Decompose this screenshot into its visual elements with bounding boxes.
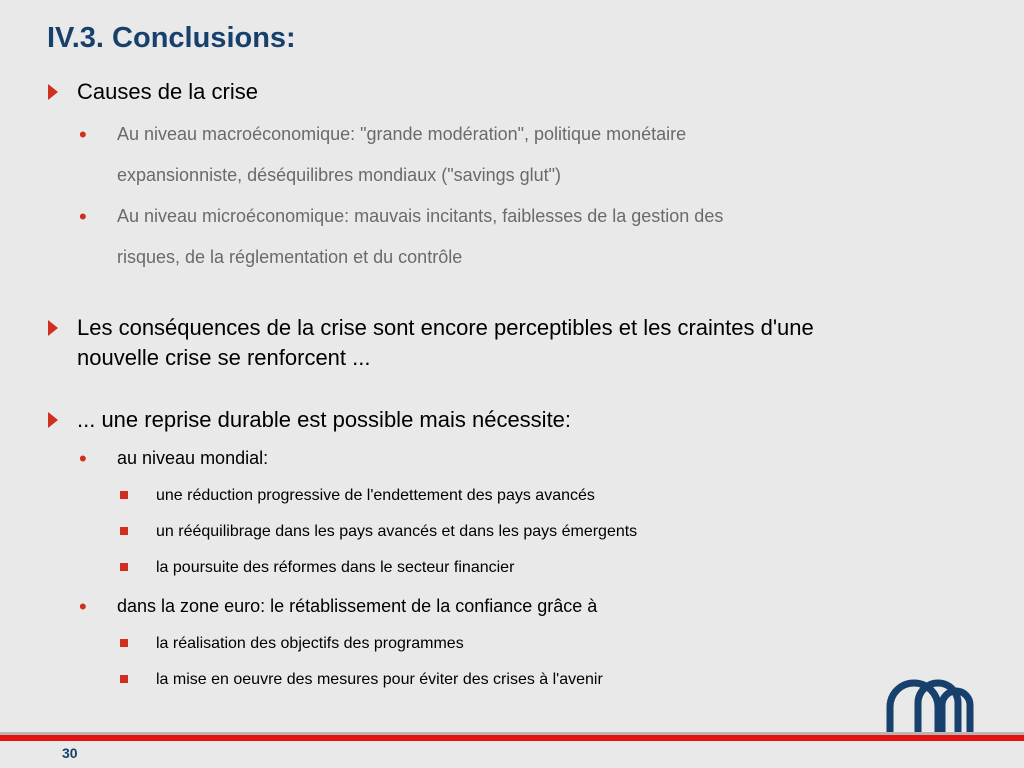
square-icon <box>120 527 128 535</box>
item-text: la mise en oeuvre des mesures pour éviter des crises à l'avenir <box>156 671 603 688</box>
triangle-right-icon <box>48 412 58 428</box>
square-icon <box>120 563 128 571</box>
item-text: la poursuite des réformes dans le secteur financier <box>156 559 515 576</box>
sub-bullet-macro <box>79 114 687 196</box>
bullet-line: Les conséquences de la crise sont encore perceptibles et les craintes d'une <box>77 315 814 340</box>
square-icon <box>120 491 128 499</box>
item <box>156 522 637 542</box>
bullet-consequences <box>77 313 814 373</box>
item <box>156 634 464 654</box>
bullet-text: ... une reprise durable est possible mais nécessite: <box>77 407 572 432</box>
sub-bullet-line: risques, de la réglementation et du contrôle <box>117 247 463 267</box>
sub-bullet-micro <box>79 196 724 278</box>
dot-icon: • <box>79 204 87 229</box>
page-number: 30 <box>62 745 78 761</box>
logo-icon <box>880 675 980 735</box>
dot-icon: • <box>79 446 87 471</box>
sub-bullet-zone-euro <box>79 586 598 627</box>
square-icon <box>120 675 128 683</box>
bullet-text: Causes de la crise <box>77 79 258 104</box>
item <box>156 670 603 690</box>
item-text: la réalisation des objectifs des programmes <box>156 635 464 652</box>
bullet-causes <box>77 77 258 107</box>
sub-bullet-line: expansionniste, déséquilibres mondiaux ("savings glut") <box>117 165 562 185</box>
sub-bullet-mondial <box>79 438 269 479</box>
triangle-right-icon <box>48 320 58 336</box>
slide-title: IV.3. Conclusions: <box>47 22 296 54</box>
sub-bullet-line: Au niveau macroéconomique: "grande modération", politique monétaire <box>117 124 687 144</box>
bullet-line: nouvelle crise se renforcent ... <box>77 345 371 370</box>
sub-bullet-line: Au niveau microéconomique: mauvais incitants, faiblesses de la gestion des <box>117 206 724 226</box>
sub-bullet-text: au niveau mondial: <box>117 448 269 468</box>
item <box>156 558 514 578</box>
square-icon <box>120 639 128 647</box>
sub-bullet-text: dans la zone euro: le rétablissement de la confiance grâce à <box>117 596 598 616</box>
triangle-right-icon <box>48 84 58 100</box>
item <box>156 486 595 506</box>
dot-icon: • <box>79 594 87 619</box>
item-text: un rééquilibrage dans les pays avancés et dans les pays émergents <box>156 523 638 540</box>
bullet-reprise <box>77 405 571 435</box>
footer-bar <box>0 735 1024 741</box>
item-text: une réduction progressive de l'endettement des pays avancés <box>156 487 595 504</box>
dot-icon: • <box>79 122 87 147</box>
